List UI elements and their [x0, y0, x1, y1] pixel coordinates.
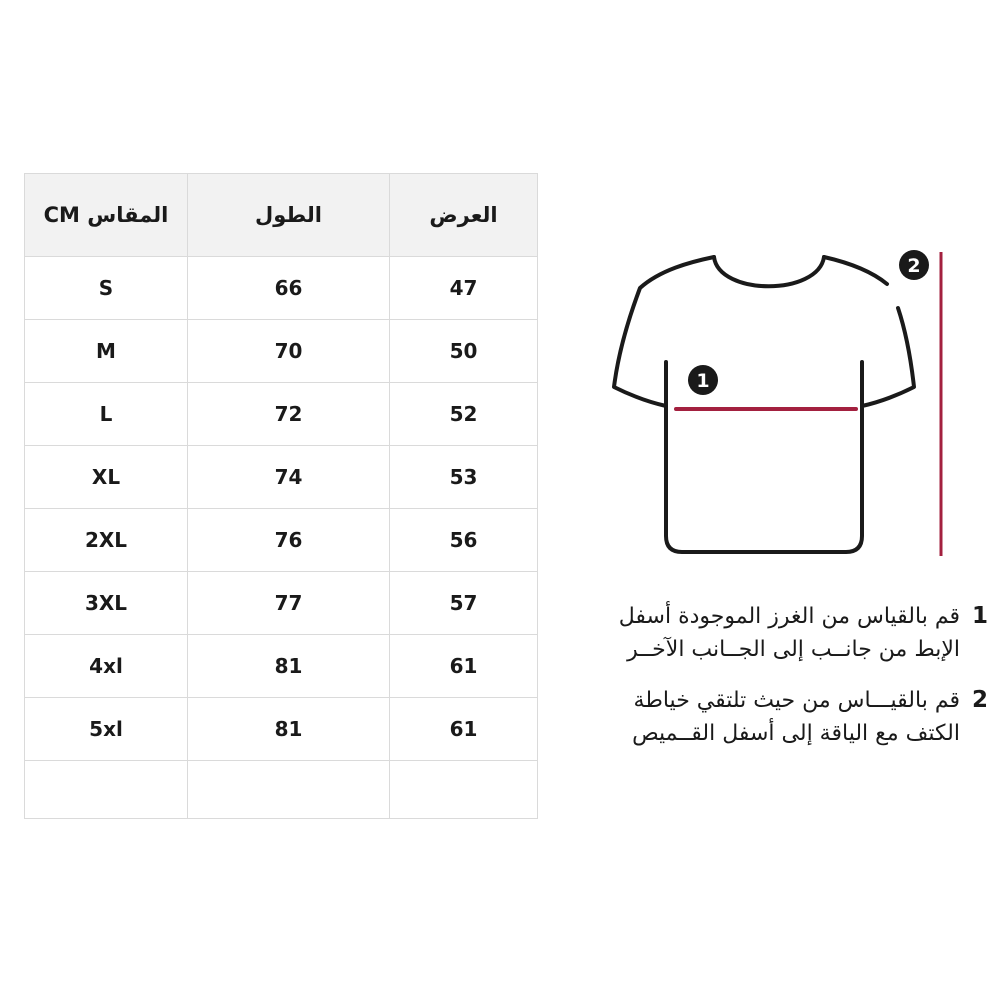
table-row [25, 635, 538, 698]
note-1-line-1: قم بالقياس من الغرز الموجودة أسفل [618, 604, 960, 629]
marker-1-badge [688, 365, 718, 395]
size-cell: 4xl [25, 635, 188, 698]
size-cell: XL [25, 446, 188, 509]
table-row [25, 446, 538, 509]
table-row [25, 383, 538, 446]
width-cell: 57 [390, 572, 538, 635]
marker-2-badge [899, 250, 929, 280]
note-2-line-1: قم بالقيـــاس من حيث تلتقي خياطة [633, 688, 960, 713]
length-cell: 66 [188, 257, 390, 320]
size-cell: 2XL [25, 509, 188, 572]
tshirt-outline-icon [614, 257, 914, 552]
header-length: الطول [188, 174, 390, 257]
size-cell: M [25, 320, 188, 383]
length-cell: 72 [188, 383, 390, 446]
table-row [25, 509, 538, 572]
width-cell: 61 [390, 698, 538, 761]
width-cell: 52 [390, 383, 538, 446]
measurement-note-2 [540, 684, 988, 750]
note-1-line-2: الإبط من جانــب إلى الجــانب الآخــر [627, 637, 960, 662]
table-row [25, 257, 538, 320]
measurement-note-1 [540, 600, 988, 666]
size-cell: L [25, 383, 188, 446]
size-cell: S [25, 257, 188, 320]
note-2-line-2: الكتف مع الياقة إلى أسفل القــميص [632, 721, 960, 746]
table-row-empty [25, 761, 538, 819]
size-chart-table [24, 173, 538, 819]
marker-2-label: 2 [907, 255, 921, 277]
header-width: العرض [390, 174, 538, 257]
width-cell: 50 [390, 320, 538, 383]
width-cell: 56 [390, 509, 538, 572]
width-cell: 61 [390, 635, 538, 698]
note-2-number: 2 [971, 687, 988, 713]
table-row [25, 698, 538, 761]
table-row [25, 572, 538, 635]
header-size: المقاس CM [25, 174, 188, 257]
tshirt-measurement-diagram [600, 240, 960, 570]
length-cell: 81 [188, 635, 390, 698]
empty-cell [390, 761, 538, 819]
table-header-row [25, 174, 538, 257]
size-cell: 5xl [25, 698, 188, 761]
marker-1-label: 1 [696, 370, 710, 392]
length-cell: 81 [188, 698, 390, 761]
length-cell: 76 [188, 509, 390, 572]
length-cell: 70 [188, 320, 390, 383]
width-cell: 47 [390, 257, 538, 320]
length-cell: 74 [188, 446, 390, 509]
note-1-number: 1 [971, 603, 988, 629]
length-cell: 77 [188, 572, 390, 635]
empty-cell [25, 761, 188, 819]
table-row [25, 320, 538, 383]
size-cell: 3XL [25, 572, 188, 635]
empty-cell [188, 761, 390, 819]
width-cell: 53 [390, 446, 538, 509]
